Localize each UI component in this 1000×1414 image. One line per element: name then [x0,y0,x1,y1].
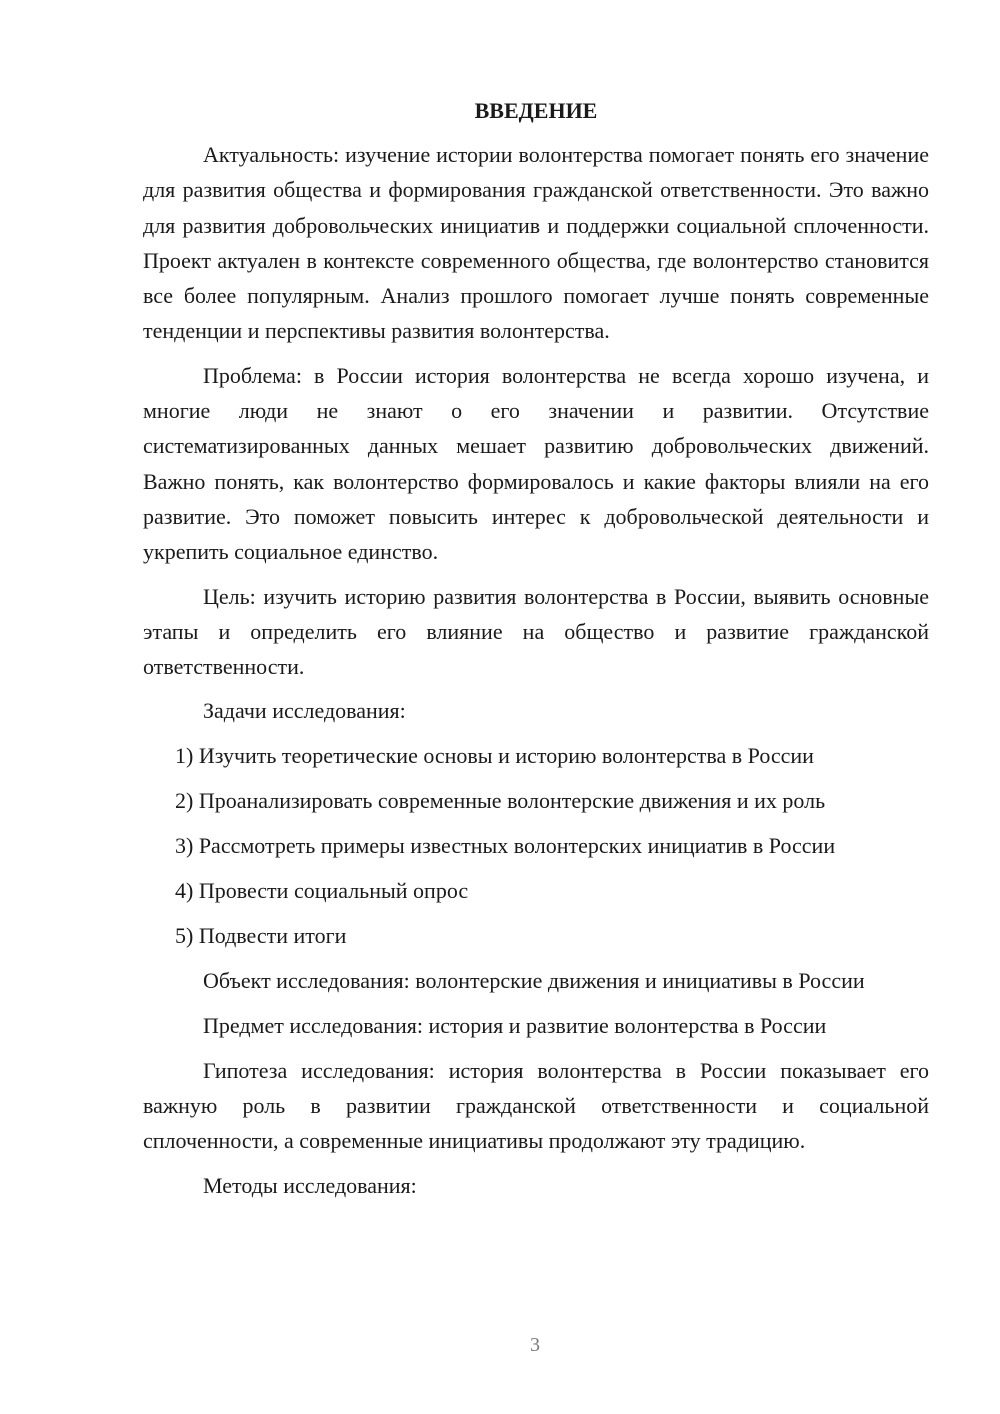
task-item-1: 1) Изучить теоретические основы и историю волонтерства в России [175,743,814,769]
page-number: 3 [530,1334,540,1356]
paragraph-relevance: Актуальность: изучение истории волонтерства помогает понять его значение для развития общества и формирования гражданской ответственности. Это важно для развития добровольческих инициатив и поддержки социальной сплоченности. Проект актуален в контексте современного общества, где волонтерство становится все более популярным. Анализ прошлого помогает лучше понять современные тенденции и перспективы развития волонтерства. [143,142,929,344]
paragraph-goal: Цель: изучить историю развития волонтерства в России, выявить основные этапы и определить его влияние на общество и развитие гражданской ответственности. [143,583,929,680]
task-item-4: 4) Провести социальный опрос [175,878,469,904]
page-heading: ВВЕДЕНИЕ [474,98,598,123]
task-item-3: 3) Рассмотреть примеры известных волонтерских инициатив в России [175,833,836,859]
page-content [143,94,929,1213]
paragraph-hypothesis: Гипотеза исследования: история волонтерства в России показывает его важную роль в развитии гражданской ответственности и социальной сплоченности, а современные инициативы продолжают эту традицию. [143,1057,929,1154]
task-item-5: 5) Подвести итоги [175,923,347,949]
paragraph-object: Объект исследования: волонтерские движения и инициативы в России [203,968,865,994]
tasks-title: Задачи исследования: [203,698,406,724]
task-item-2: 2) Проанализировать современные волонтерские движения и их роль [175,788,826,814]
methods-title: Методы исследования: [203,1172,417,1198]
paragraph-subject: Предмет исследования: история и развитие волонтерства в России [203,1012,827,1038]
paragraph-problem: Проблема: в России история волонтерства не всегда хорошо изучена, и многие люди не знают о его значении и развитии. Отсутствие систематизированных данных мешает развитию добровольческих движений. Важно понять, как волонтерство формировалось и какие факторы влияли на его развитие. Это поможет повысить интерес к добровольческой деятельности и укрепить социальное единство. [143,362,929,565]
